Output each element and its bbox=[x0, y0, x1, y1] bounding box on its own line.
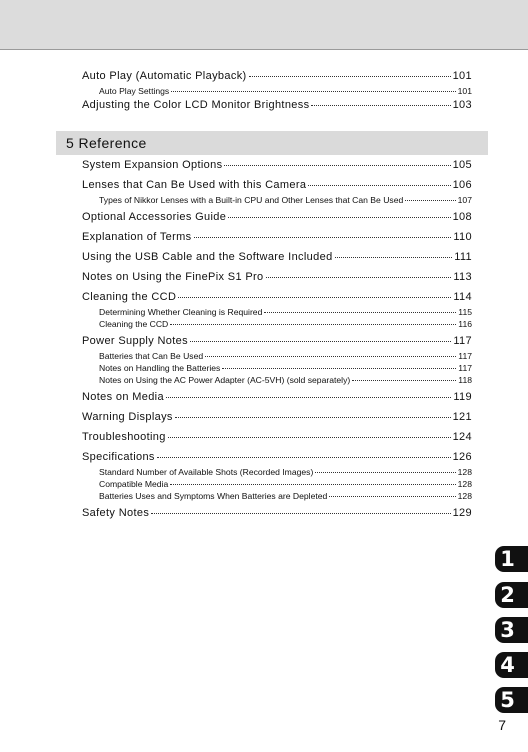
toc-entry-page: 101 bbox=[457, 86, 472, 96]
toc-entry-page: 121 bbox=[452, 411, 472, 423]
toc-entry-title: Notes on Using the FinePix S1 Pro bbox=[82, 271, 264, 283]
page-number: 7 bbox=[498, 717, 506, 733]
dot-leader bbox=[308, 178, 450, 186]
dot-leader bbox=[194, 230, 452, 238]
dot-leader bbox=[205, 351, 456, 357]
toc-entry-title: Notes on Handling the Batteries bbox=[99, 363, 221, 373]
toc-subentry bbox=[82, 478, 472, 490]
toc-entry-page: 106 bbox=[452, 179, 472, 191]
dot-leader bbox=[405, 195, 455, 201]
toc-entry-page: 126 bbox=[452, 451, 472, 463]
toc-entry-page: 117 bbox=[458, 363, 472, 373]
toc-entry-page: 108 bbox=[452, 211, 472, 223]
toc-subentry bbox=[82, 466, 472, 478]
dot-leader bbox=[170, 479, 455, 485]
dot-leader bbox=[329, 491, 455, 497]
toc-entry-page: 116 bbox=[458, 319, 472, 329]
dot-leader bbox=[264, 307, 456, 313]
chapter-tab-1[interactable]: 1 bbox=[495, 546, 528, 572]
dot-leader bbox=[228, 210, 450, 218]
toc-entry-page: 129 bbox=[452, 507, 472, 519]
toc-entry-page: 110 bbox=[453, 231, 472, 243]
dot-leader bbox=[352, 375, 456, 381]
toc-entry-title: Types of Nikkor Lenses with a Built-in CPU and Other Lenses that Can Be Used bbox=[99, 195, 404, 205]
toc-entry-title: Lenses that Can Be Used with this Camera bbox=[82, 179, 307, 191]
dot-leader bbox=[166, 390, 451, 398]
toc-entry-title: Warning Displays bbox=[82, 411, 173, 423]
dot-leader bbox=[335, 250, 453, 258]
toc-entry-title: Auto Play Settings bbox=[99, 86, 170, 96]
toc-entry-title: Safety Notes bbox=[82, 507, 150, 519]
toc-entry-page: 113 bbox=[453, 271, 472, 283]
dot-leader bbox=[224, 158, 450, 166]
toc-entry-title: Auto Play (Automatic Playback) bbox=[82, 70, 247, 82]
dot-leader bbox=[157, 450, 451, 458]
header-band bbox=[0, 0, 528, 50]
toc-entry-page: 101 bbox=[452, 70, 472, 82]
toc-subentry bbox=[82, 362, 472, 374]
toc-entry-page: 119 bbox=[453, 391, 472, 403]
toc-entry-title: Cleaning the CCD bbox=[82, 291, 177, 303]
toc-entry bbox=[82, 389, 472, 406]
toc-subentry bbox=[82, 374, 472, 386]
toc-entry-page: 118 bbox=[458, 375, 472, 385]
chapter-tab-3[interactable]: 3 bbox=[495, 617, 528, 643]
toc-entry bbox=[82, 157, 472, 174]
toc-entry-title: Specifications bbox=[82, 451, 155, 463]
toc-entry bbox=[82, 449, 472, 466]
toc-entry-title: Batteries that Can Be Used bbox=[99, 351, 204, 361]
toc-entry-page: 117 bbox=[458, 351, 472, 361]
toc-subentry bbox=[82, 306, 472, 318]
toc-entry-title: Power Supply Notes bbox=[82, 335, 188, 347]
dot-leader bbox=[170, 319, 456, 325]
section-header bbox=[56, 131, 488, 155]
toc-entry-title: System Expansion Options bbox=[82, 159, 223, 171]
dot-leader bbox=[190, 334, 451, 342]
toc-entry-title: Batteries Uses and Symptoms When Batteries are Depleted bbox=[99, 491, 328, 501]
toc-entry-page: 105 bbox=[452, 159, 472, 171]
toc-entry-title: Cleaning the CCD bbox=[99, 319, 169, 329]
toc-entry bbox=[82, 177, 472, 194]
toc-entry-page: 115 bbox=[458, 307, 472, 317]
dot-leader bbox=[175, 410, 451, 418]
toc-entry-title: Explanation of Terms bbox=[82, 231, 192, 243]
toc-entry bbox=[82, 429, 472, 446]
section-title: 5 Reference bbox=[66, 135, 147, 151]
toc-entry-title: Notes on Using the AC Power Adapter (AC-5VH) (sold separately) bbox=[99, 375, 351, 385]
chapter-tab-2[interactable]: 2 bbox=[495, 582, 528, 608]
toc-entry-page: 117 bbox=[453, 335, 472, 347]
toc-entry bbox=[82, 505, 472, 522]
toc-entry-title: Determining Whether Cleaning is Required bbox=[99, 307, 263, 317]
toc-entry-title: Optional Accessories Guide bbox=[82, 211, 227, 223]
dot-leader bbox=[311, 98, 450, 106]
toc-subentry bbox=[82, 350, 472, 362]
toc-section-entries bbox=[82, 157, 472, 522]
toc-entry-page: 107 bbox=[457, 195, 472, 205]
toc-entry-title: Notes on Media bbox=[82, 391, 164, 403]
toc-entry-page: 111 bbox=[454, 251, 472, 263]
dot-leader bbox=[178, 290, 451, 298]
toc-entry-title: Adjusting the Color LCD Monitor Brightness bbox=[82, 99, 310, 111]
toc-entry-page: 114 bbox=[453, 291, 472, 303]
toc-entry-title: Using the USB Cable and the Software Included bbox=[82, 251, 333, 263]
toc-entry bbox=[82, 229, 472, 246]
toc-subentry bbox=[82, 490, 472, 502]
toc-entry-page: 128 bbox=[457, 467, 472, 477]
toc-entry bbox=[82, 269, 472, 286]
dot-leader bbox=[222, 363, 456, 369]
toc-subentry bbox=[82, 194, 472, 206]
toc-entry-title: Standard Number of Available Shots (Recorded Images) bbox=[99, 467, 314, 477]
toc-subentry bbox=[82, 85, 472, 97]
toc-entry bbox=[82, 289, 472, 306]
dot-leader bbox=[315, 467, 455, 473]
toc-subentry bbox=[82, 318, 472, 330]
toc-entry bbox=[82, 409, 472, 426]
dot-leader bbox=[266, 270, 452, 278]
toc-entry-page: 128 bbox=[457, 479, 472, 489]
toc-entry bbox=[82, 68, 472, 85]
dot-leader bbox=[151, 506, 450, 514]
toc-entry bbox=[82, 97, 472, 114]
toc-entry bbox=[82, 333, 472, 350]
toc-entry-page: 124 bbox=[452, 431, 472, 443]
toc-entry-page: 128 bbox=[457, 491, 472, 501]
toc-top bbox=[82, 68, 472, 114]
toc-entry-title: Troubleshooting bbox=[82, 431, 166, 443]
dot-leader bbox=[249, 69, 451, 77]
dot-leader bbox=[171, 86, 455, 92]
toc-entry bbox=[82, 249, 472, 266]
dot-leader bbox=[168, 430, 451, 438]
toc-entry bbox=[82, 209, 472, 226]
toc-entry-page: 103 bbox=[452, 99, 472, 111]
chapter-tab-5[interactable]: 5 bbox=[495, 687, 528, 713]
toc-entry-title: Compatible Media bbox=[99, 479, 169, 489]
chapter-tab-4[interactable]: 4 bbox=[495, 652, 528, 678]
